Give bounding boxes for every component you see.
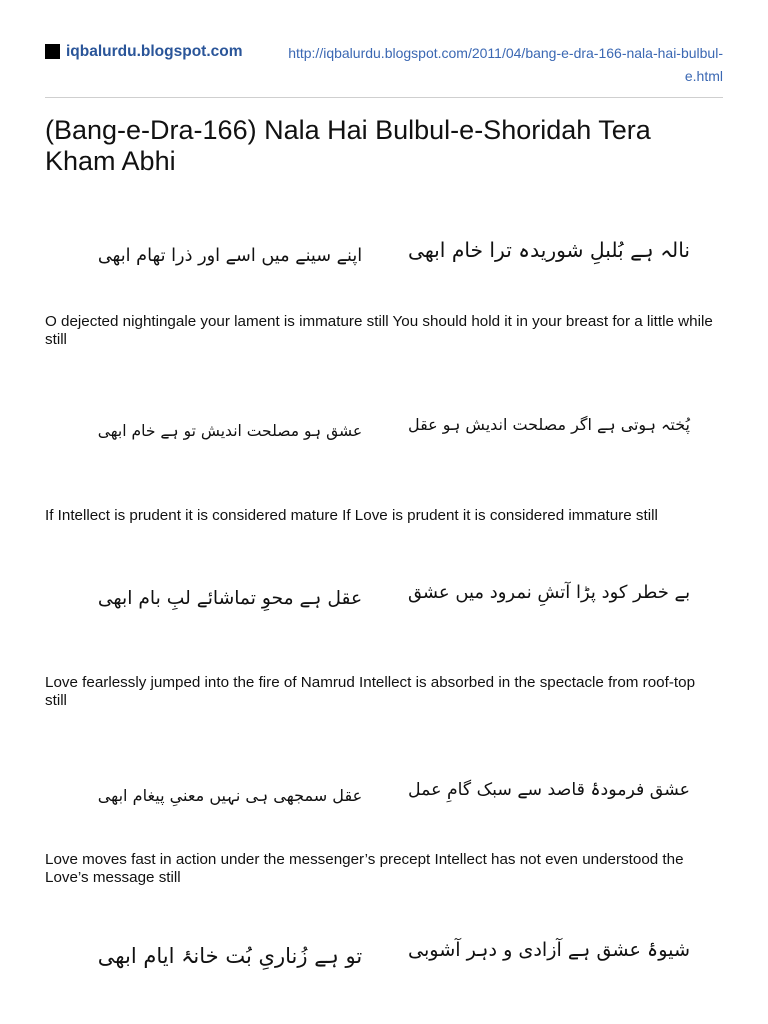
couplet-3 [0, 553, 768, 639]
couplet-3-second-misra [95, 559, 365, 639]
translation-1: O dejected nightingale your lament is immature still You should hold it in your breast for a little while still [45, 313, 713, 348]
urdu-verse-text: عقل سمجھی ہی نہیں معنیِ پیغام ابھی [97, 786, 363, 805]
urdu-verse-text: شیوۂ عشق ہے آزادی و دہر آشوبی [408, 938, 690, 961]
urdu-verse-text: تو ہے زُناریِ بُت خانۂ ایام ابھی [97, 943, 363, 968]
urdu-verse-text: بے خطر کود پڑا آتشِ نمرود میں عشق [407, 582, 691, 603]
couplet-4-second-misra [95, 756, 365, 836]
urdu-verse-text: اپنے سینے میں اسے اور ذرا تھام ابھی [97, 246, 363, 266]
urdu-verse-text: عقل ہے محوِ تماشائے لبِ بام ابھی [97, 588, 363, 609]
couplet-5 [0, 910, 768, 996]
urdu-verse-text: نالہ ہے بُلبلِ شوریدہ ترا خام ابھی [407, 238, 691, 262]
translation-4: Love moves fast in action under the messenger’s precept Intellect has not even understood the Love’s message still [45, 851, 684, 886]
urdu-verse-text: پُختہ ہوتی ہے اگر مصلحت اندیش ہو عقل [408, 415, 690, 434]
couplet-5-first-misra [405, 910, 693, 990]
couplet-1 [0, 210, 768, 296]
couplet-2-first-misra [405, 385, 693, 465]
page-url-link[interactable]: http://iqbalurdu.blogspot.com/2011/04/bang-e-dra-166-nala-hai-bulbul- e.html [288, 45, 723, 84]
black-square-icon [45, 44, 60, 59]
urdu-verse-text: عشق ہو مصلحت اندیش تو ہے خام ابھی [97, 422, 363, 440]
couplet-3-first-misra [405, 553, 693, 633]
site-name-link[interactable]: iqbalurdu.blogspot.com [66, 43, 243, 60]
couplet-5-second-misra [95, 916, 365, 996]
translation-3: Love fearlessly jumped into the fire of Namrud Intellect is absorbed in the spectacle from roof-top still [45, 674, 696, 709]
couplet-2 [0, 385, 768, 471]
translation-2: If Intellect is prudent it is considered mature If Love is prudent it is considered immature still [45, 507, 658, 524]
couplet-4-first-misra [405, 750, 693, 830]
couplet-4 [0, 750, 768, 836]
couplet-1-second-misra [95, 216, 365, 296]
couplet-2-second-misra [95, 391, 365, 471]
couplet-1-first-misra [405, 210, 693, 290]
header-divider [45, 97, 723, 98]
page-title: (Bang-e-Dra-166) Nala Hai Bulbul-e-Shoridah Tera Kham Abhi [45, 115, 651, 176]
urdu-verse-text: عشق فرمودۂ قاصد سے سبک گامِ عمل [407, 780, 691, 800]
